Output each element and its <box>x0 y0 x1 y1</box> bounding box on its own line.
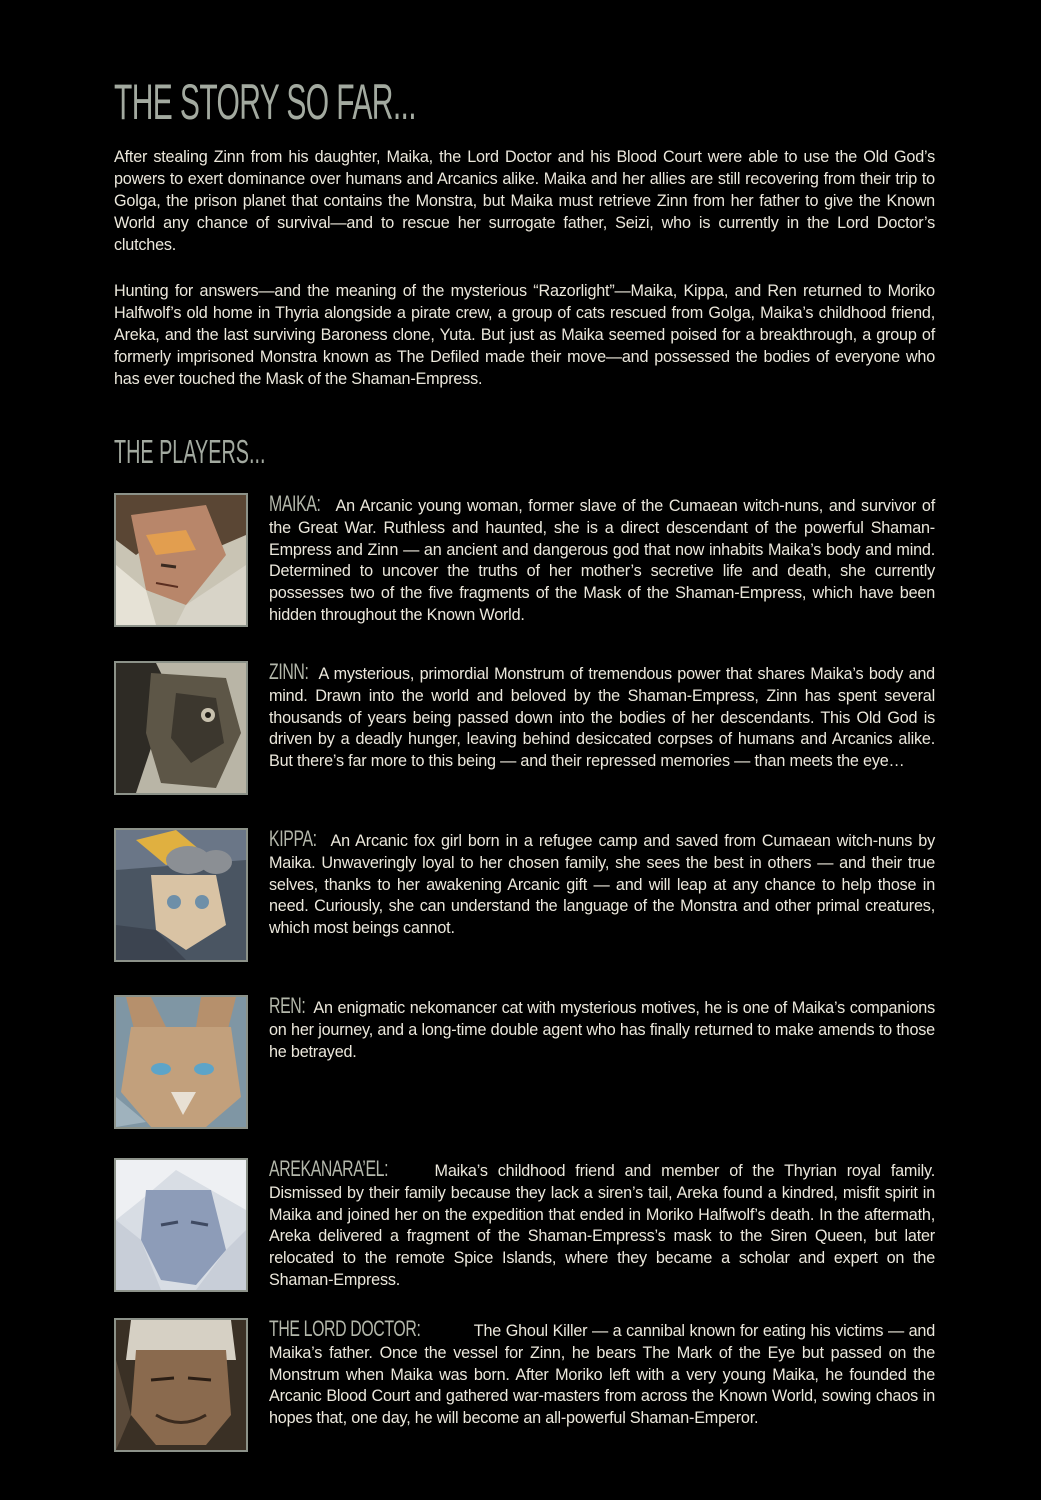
story-summary <box>114 146 935 414</box>
player-name: REN: <box>269 993 306 1018</box>
player-name: ZINN: <box>269 659 309 684</box>
player-description: An enigmatic nekomancer cat with mysterious motives, he is one of Maika’s companions on her journey, and a long-time double agent who has finally returned to make amends to those he betrayed. <box>269 999 935 1061</box>
ren-bio <box>269 995 935 1063</box>
zinn-portrait <box>114 661 248 795</box>
lord-doctor-portrait <box>114 1318 248 1452</box>
player-name: THE LORD DOCTOR: <box>269 1316 421 1341</box>
player-description: An Arcanic fox girl born in a refugee camp and saved from Cumaean witch-nuns by Maika. Unwaveringly loyal to her chosen family, she sees the best in others — and their true selves, thanks to her awakening Arcanic gift — and will leap at any chance to help those in need. Curiously, she can understand the language of the Monstra and other primal creatures, which most beings cannot. <box>269 832 935 938</box>
players-heading: THE PLAYERS... <box>114 433 266 470</box>
page-title: THE STORY SO FAR... <box>114 74 417 130</box>
player-name: MAIKA: <box>269 491 321 516</box>
player-description: An Arcanic young woman, former slave of the Cumaean witch-nuns, and survivor of the Great War. Ruthless and haunted, she is a direct descendant of the powerful Shaman-Empress and Zinn — an ancient and dangerous god that now inhabits Maika’s body and mind. Determined to uncover the truths of her mother’s secretive life and death, she currently possesses two of the five fragments of the Mask of the Shaman-Empress, which have been hidden throughout the Known World. <box>269 497 935 624</box>
zinn-bio <box>269 661 935 773</box>
maika-bio <box>269 493 935 627</box>
arekanarael-portrait <box>114 1158 248 1292</box>
arekanarael-bio <box>269 1158 935 1292</box>
player-name: AREKANARA’EL: <box>269 1156 389 1181</box>
player-name: KIPPA: <box>269 826 317 851</box>
maika-portrait <box>114 493 248 627</box>
player-description: A mysterious, primordial Monstrum of tremendous power that shares Maika’s body and mind. Drawn into the world and beloved by the Shaman-Empress, Zinn has spent several thousands of years being passed down into the bodies of her descendants. This Old God is driven by a deadly hunger, leaving behind desiccated corpses of humans and Arcanics alike. But there’s far more to this being — and their repressed memories — than meets the eye… <box>269 665 935 771</box>
player-description: Maika’s childhood friend and member of the Thyrian royal family. Dismissed by their family because they lack a siren’s tail, Areka found a kindred, misfit spirit in Maika and joined her on the expedition that ended in Moriko Halfwolf’s death. In the aftermath, Areka delivered a fragment of the Shaman-Empress’s mask to the Siren Queen, but later relocated to the remote Spice Islands, where they became a scholar and expert on the Shaman-Empress. <box>269 1162 935 1289</box>
kippa-portrait <box>114 828 248 962</box>
story-paragraph: After stealing Zinn from his daughter, Maika, the Lord Doctor and his Blood Court were able to use the Old God’s powers to exert dominance over humans and Arcanics alike. Maika and her allies are still recovering from their trip to Golga, the prison planet that contains the Monstra, but Maika must retrieve Zinn from her father to give the Known World any chance of survival—and to rescue her surrogate father, Seizi, who is currently in the Lord Doctor’s clutches. <box>114 148 935 254</box>
kippa-bio <box>269 828 935 940</box>
story-paragraph: Hunting for answers—and the meaning of the mysterious “Razorlight”—Maika, Kippa, and Ren returned to Moriko Halfwolf’s old home in Thyria alongside a pirate crew, a group of cats rescued from Golga, Maika’s childhood friend, Areka, and the last surviving Baroness clone, Yuta. But just as Maika seemed poised for a breakthrough, a group of formerly imprisoned Monstra known as The Defiled made their move—and possessed the bodies of everyone who has ever touched the Mask of the Shaman-Empress. <box>114 282 935 388</box>
player-description: The Ghoul Killer — a cannibal known for eating his victims — and Maika’s father. Once the vessel for Zinn, he bears The Mark of the Eye but passed on the Monstrum when Maika was born. After Moriko left with a very young Maika, he founded the Arcanic Blood Court and gathered war-masters from across the Known World, sowing chaos in hopes that, one day, he will become an all-powerful Shaman-Emperor. <box>269 1322 935 1428</box>
ren-portrait <box>114 995 248 1129</box>
lord-doctor-bio <box>269 1318 935 1430</box>
